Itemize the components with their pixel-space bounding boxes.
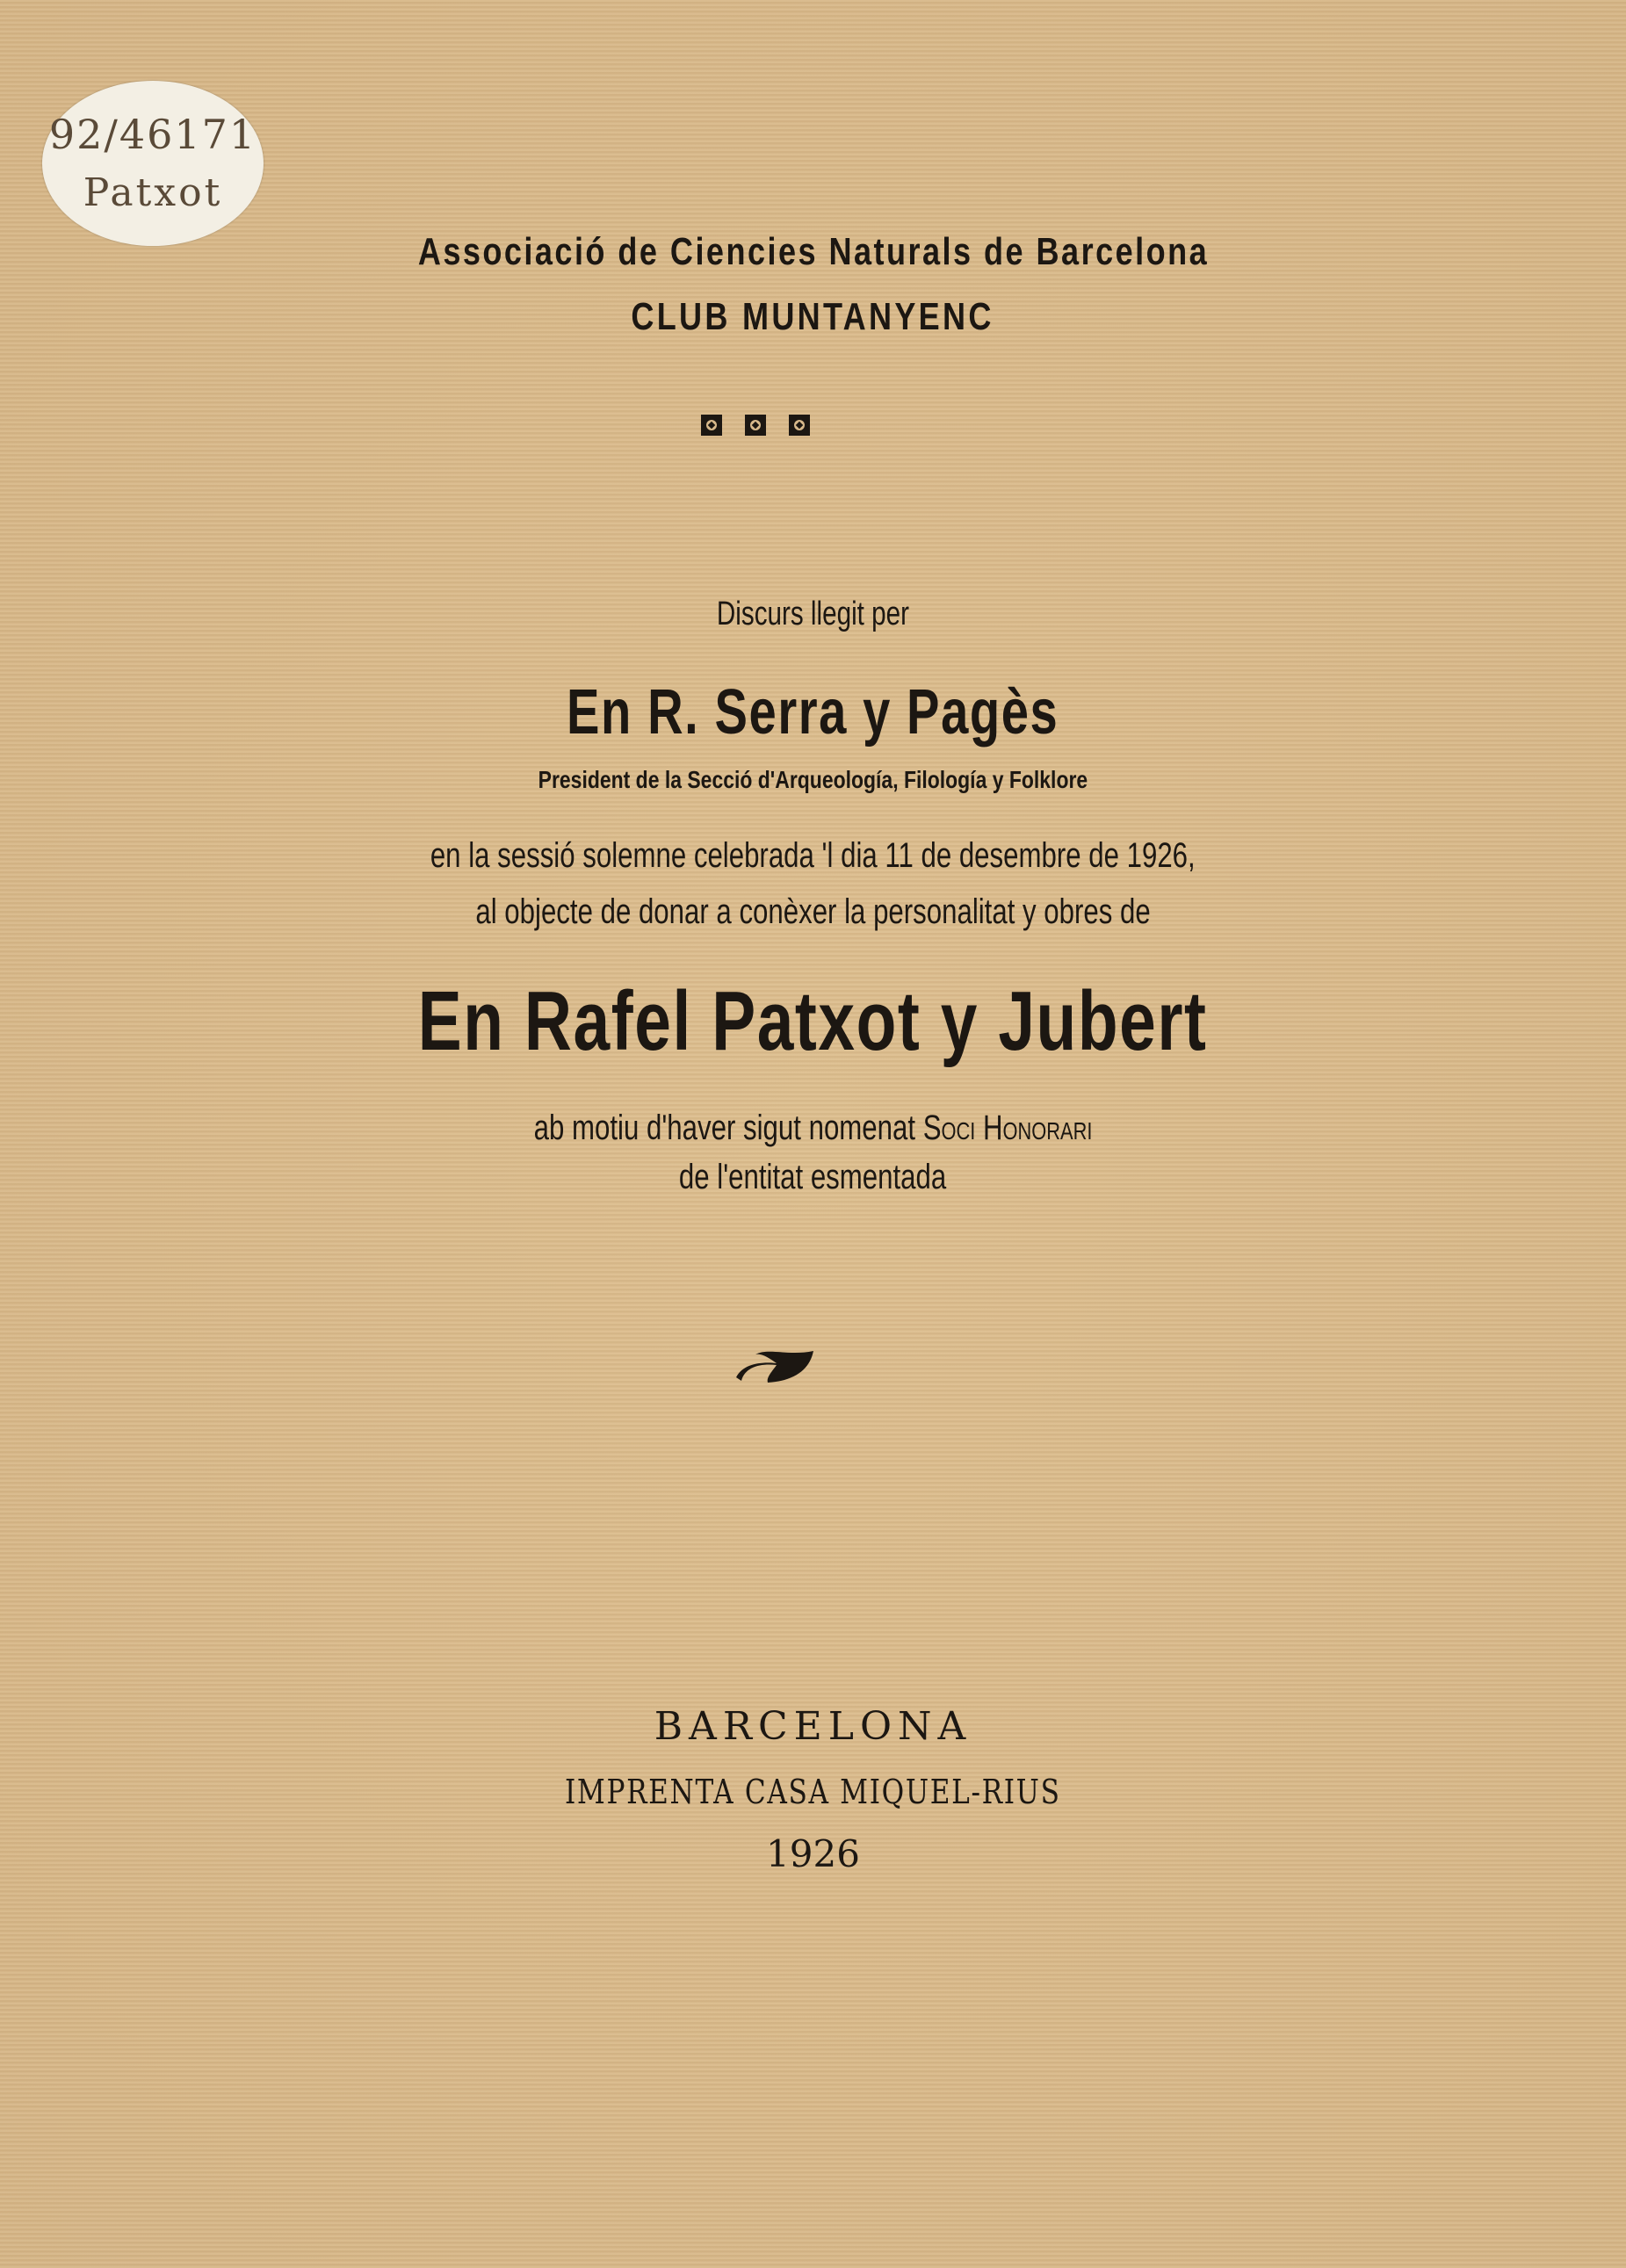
intro-text: Discurs llegit per	[716, 596, 910, 632]
intro-line	[0, 596, 1626, 633]
speaker-title	[0, 766, 1626, 794]
ornament-row	[701, 415, 833, 436]
motive-text	[534, 1109, 1093, 1148]
organization-name	[0, 230, 1626, 274]
ornament-square-icon	[745, 415, 766, 436]
organization-text: Associació de Ciencies Naturals de Barcelona	[417, 230, 1209, 273]
honoree-text: En Rafel Patxot y Jubert	[418, 974, 1208, 1068]
sticker-author: Patxot	[83, 170, 223, 215]
club-name	[0, 295, 1626, 339]
motive-title: Soci Honorari	[922, 1109, 1093, 1147]
session-text: en la sessió solemne celebrada 'l dia 11 de desembre de 1926,	[430, 836, 1196, 875]
speaker-text: En R. Serra y Pagès	[567, 677, 1059, 748]
entity-line	[0, 1158, 1626, 1197]
purpose-text: al objecte de donar a conèxer la personalitat y obres de	[475, 892, 1151, 931]
imprint-city: BARCELONA	[654, 1704, 972, 1749]
honoree-name	[0, 973, 1626, 1070]
purpose-line	[0, 892, 1626, 932]
imprint-printer	[0, 1773, 1626, 1811]
ornament-square-icon	[701, 415, 722, 436]
library-call-number-sticker	[42, 81, 264, 246]
motive-prefix: ab motiu d'haver sigut nomenat	[533, 1109, 915, 1147]
motive-line	[0, 1109, 1626, 1148]
speaker-name	[0, 676, 1626, 748]
leaf-fleuron-icon	[719, 1342, 820, 1390]
speaker-title-text: President de la Secció d'Arqueología, Filología y Folklore	[538, 766, 1088, 793]
printer-text: IMPRENTA CASA MIQUEL-RIUS	[565, 1773, 1061, 1811]
call-number: 92/46171	[48, 111, 257, 158]
ornament-square-icon	[789, 415, 810, 436]
club-text: CLUB MUNTANYENC	[631, 295, 995, 338]
imprint-year: 1926	[766, 1832, 860, 1875]
session-line	[0, 836, 1626, 876]
entity-text: de l'entitat esmentada	[679, 1158, 947, 1196]
